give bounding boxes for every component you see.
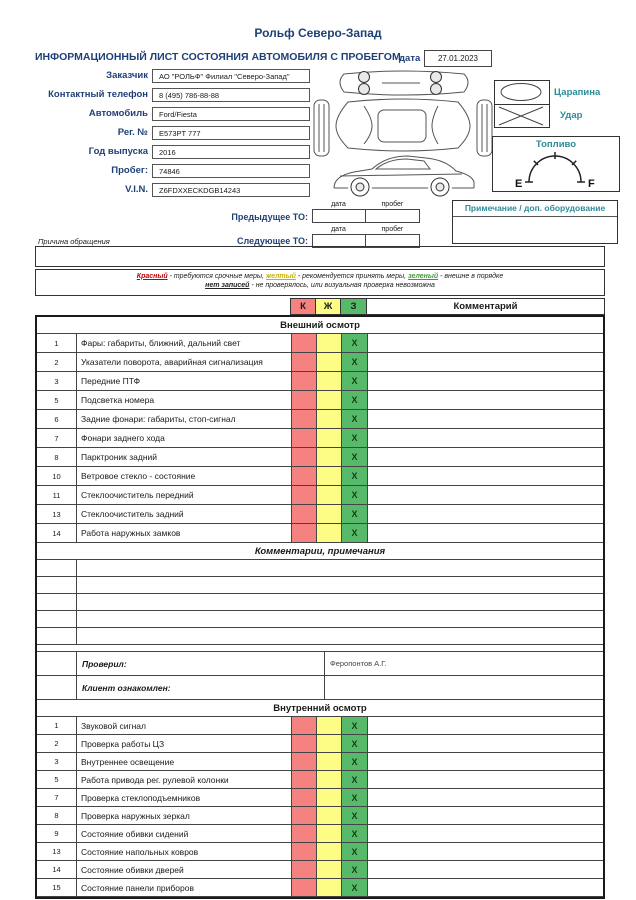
car-field[interactable]: Ford/Fiesta	[152, 107, 310, 121]
comment-cell[interactable]	[77, 628, 603, 644]
impact-mark-icon	[495, 104, 549, 127]
red-cell[interactable]	[292, 807, 317, 824]
row-number: 3	[37, 753, 77, 770]
green-cell[interactable]: X	[342, 391, 368, 409]
row-label: Парктроник задний	[77, 448, 292, 466]
yellow-cell[interactable]	[317, 825, 342, 842]
row-number: 7	[37, 789, 77, 806]
comment-cell[interactable]	[368, 334, 603, 352]
red-cell[interactable]	[292, 843, 317, 860]
row-number	[37, 652, 77, 675]
row-number: 7	[37, 429, 77, 447]
date-label: дата	[399, 53, 421, 64]
color-legend-line-2	[36, 282, 604, 289]
table-row	[37, 524, 603, 543]
yellow-cell[interactable]	[317, 524, 342, 542]
client-ack-row	[37, 676, 603, 700]
comment-cell[interactable]	[368, 879, 603, 896]
green-cell[interactable]: X	[342, 505, 368, 523]
car-views-icon	[312, 68, 494, 202]
red-cell[interactable]	[292, 410, 317, 428]
comment-cell[interactable]	[368, 753, 603, 770]
column-header-green: З	[340, 298, 367, 315]
row-number: 9	[37, 825, 77, 842]
row-label: Проверка наружных зеркал	[77, 807, 292, 824]
table-row	[37, 789, 603, 807]
comment-cell[interactable]	[368, 391, 603, 409]
yellow-cell[interactable]	[317, 467, 342, 485]
green-cell[interactable]: X	[342, 771, 368, 788]
inspector-label: Проверил:	[77, 652, 325, 675]
legend-red-term: Красный	[136, 272, 168, 280]
legend-green-term: зеленый	[408, 272, 439, 280]
comment-cell[interactable]	[368, 843, 603, 860]
table-row	[37, 753, 603, 771]
row-number: 14	[37, 861, 77, 878]
row-number: 1	[37, 334, 77, 352]
row-label: Работа привода рег. рулевой колонки	[77, 771, 292, 788]
row-number: 8	[37, 448, 77, 466]
row-number: 2	[37, 735, 77, 752]
row-number	[37, 560, 77, 576]
red-cell[interactable]	[292, 505, 317, 523]
yellow-cell[interactable]	[317, 717, 342, 734]
comment-cell[interactable]	[368, 717, 603, 734]
mileage-label: Пробег:	[111, 165, 148, 176]
row-number: 5	[37, 391, 77, 409]
customer-label: Заказчик	[106, 70, 148, 81]
comment-cell[interactable]	[77, 560, 603, 576]
vin-field[interactable]: Z6FDXXECKDGB14243	[152, 183, 310, 197]
legend-red-desc: - требуются срочные меры,	[167, 272, 266, 280]
comment-cell[interactable]	[368, 771, 603, 788]
table-row	[37, 771, 603, 789]
table-row	[37, 391, 603, 410]
yellow-cell[interactable]	[317, 505, 342, 523]
inspector-name[interactable]: Феропонтов А.Г.	[330, 659, 387, 668]
green-cell[interactable]: X	[342, 843, 368, 860]
table-row	[37, 448, 603, 467]
red-cell[interactable]	[292, 735, 317, 752]
comment-cell[interactable]	[368, 861, 603, 878]
impact-legend-label: Удар	[560, 110, 583, 121]
notes-value[interactable]	[453, 217, 617, 241]
spacer-row	[37, 645, 603, 652]
comment-cell[interactable]	[368, 353, 603, 371]
phone-field[interactable]: 8 (495) 786-88-88	[152, 88, 310, 102]
yellow-cell[interactable]	[317, 807, 342, 824]
legend-green-desc: - внешне в порядке	[438, 272, 504, 280]
date-field[interactable]: 27.01.2023	[424, 50, 492, 67]
table-row	[37, 353, 603, 372]
red-cell[interactable]	[292, 717, 317, 734]
row-label: Ветровое стекло - состояние	[77, 467, 292, 485]
red-cell[interactable]	[292, 789, 317, 806]
legend-none-term: нет записей	[205, 282, 250, 289]
column-header-red: К	[290, 298, 316, 315]
green-cell[interactable]: X	[342, 353, 368, 371]
row-label: Состояние обивки дверей	[77, 861, 292, 878]
table-row	[37, 825, 603, 843]
document-title: ИНФОРМАЦИОННЫЙ ЛИСТ СОСТОЯНИЯ АВТОМОБИЛЯ С ПРОБЕГОМ	[35, 51, 401, 63]
yellow-cell[interactable]	[317, 334, 342, 352]
notes-title: Примечание / доп. оборудование	[453, 201, 617, 217]
row-number: 14	[37, 524, 77, 542]
notes-box[interactable]	[452, 200, 618, 244]
row-number: 13	[37, 505, 77, 523]
table-row	[37, 334, 603, 353]
row-label: Фары: габариты, ближний, дальний свет	[77, 334, 292, 352]
car-damage-diagram[interactable]	[312, 68, 494, 202]
yellow-cell[interactable]	[317, 429, 342, 447]
row-number: 5	[37, 771, 77, 788]
comment-cell[interactable]	[368, 789, 603, 806]
comment-empty-row	[37, 628, 603, 645]
next-to-date-label: дата	[331, 226, 346, 233]
phone-label: Контактный телефон	[48, 89, 148, 100]
column-header-yellow: Ж	[315, 298, 341, 315]
car-label: Автомобиль	[88, 108, 148, 119]
table-row	[37, 372, 603, 391]
row-number: 1	[37, 717, 77, 734]
yellow-cell[interactable]	[317, 771, 342, 788]
prev-to-label: Предыдущее ТО:	[231, 212, 308, 222]
client-ack-value[interactable]	[325, 676, 603, 699]
row-label: Состояние напольных ковров	[77, 843, 292, 860]
yellow-cell[interactable]	[317, 843, 342, 860]
yellow-cell[interactable]	[317, 410, 342, 428]
section-header-comments: Комментарии, примечания	[37, 543, 603, 560]
red-cell[interactable]	[292, 334, 317, 352]
green-cell[interactable]: X	[342, 825, 368, 842]
legend-yellow-desc: - рекомендуется принять меры,	[295, 272, 409, 280]
comment-cell[interactable]	[77, 577, 603, 593]
comment-cell[interactable]	[368, 467, 603, 485]
row-number: 8	[37, 807, 77, 824]
company-name: Рольф Северо-Запад	[254, 26, 382, 40]
red-cell[interactable]	[292, 372, 317, 390]
comment-empty-row	[37, 594, 603, 611]
legend-yellow-term: желтый	[265, 272, 296, 280]
table-row	[37, 486, 603, 505]
comment-empty-row	[37, 560, 603, 577]
row-label: Фонари заднего хода	[77, 429, 292, 447]
fuel-gauge-icon	[493, 150, 617, 188]
row-label: Звуковой сигнал	[77, 717, 292, 734]
row-label: Состояние обивки сидений	[77, 825, 292, 842]
inspection-table	[35, 315, 605, 899]
row-label: Передние ПТФ	[77, 372, 292, 390]
yellow-cell[interactable]	[317, 879, 342, 896]
green-cell[interactable]: X	[342, 467, 368, 485]
regnum-label: Рег. №	[117, 127, 148, 138]
comment-cell[interactable]	[368, 486, 603, 504]
row-number: 2	[37, 353, 77, 371]
fuel-full-mark: F	[588, 178, 595, 188]
client-ack-label: Клиент ознакомлен:	[77, 676, 325, 699]
comment-cell[interactable]	[368, 429, 603, 447]
yellow-cell[interactable]	[317, 789, 342, 806]
yellow-cell[interactable]	[317, 448, 342, 466]
prev-to-mileage-label: пробег	[381, 201, 404, 208]
yellow-cell[interactable]	[317, 372, 342, 390]
green-cell[interactable]: X	[342, 789, 368, 806]
year-label: Год выпуска	[88, 146, 148, 157]
row-number	[37, 628, 77, 644]
reason-field[interactable]	[35, 246, 605, 267]
red-cell[interactable]	[292, 353, 317, 371]
green-cell[interactable]: X	[342, 524, 368, 542]
yellow-cell[interactable]	[317, 861, 342, 878]
row-number	[37, 577, 77, 593]
comment-cell[interactable]	[368, 825, 603, 842]
yellow-cell[interactable]	[317, 353, 342, 371]
next-to-label: Следующее ТО:	[237, 236, 308, 246]
fuel-gauge[interactable]	[492, 136, 620, 192]
row-label: Указатели поворота, аварийная сигнализация	[77, 353, 292, 371]
inspector-row	[37, 652, 603, 676]
regnum-field[interactable]: E573PT 777	[152, 126, 310, 140]
red-cell[interactable]	[292, 391, 317, 409]
red-cell[interactable]	[292, 771, 317, 788]
table-row	[37, 410, 603, 429]
green-cell[interactable]: X	[342, 807, 368, 824]
legend-none-desc: - не проверялось, или визуальная проверка невозможна	[249, 282, 435, 289]
table-row	[37, 505, 603, 524]
red-cell[interactable]	[292, 486, 317, 504]
red-cell[interactable]	[292, 879, 317, 896]
row-label: Внутреннее освещение	[77, 753, 292, 770]
row-label: Состояние панели приборов	[77, 879, 292, 896]
next-to-mileage-label: пробег	[381, 226, 404, 233]
prev-to-date-field[interactable]	[312, 209, 366, 223]
fuel-title: Топливо	[535, 139, 577, 150]
table-row	[37, 843, 603, 861]
section-header-external: Внешний осмотр	[37, 317, 603, 334]
red-cell[interactable]	[292, 825, 317, 842]
red-cell[interactable]	[292, 753, 317, 770]
damage-marks-legend	[494, 80, 550, 128]
comment-empty-row	[37, 611, 603, 628]
red-cell[interactable]	[292, 467, 317, 485]
green-cell[interactable]: X	[342, 448, 368, 466]
yellow-cell[interactable]	[317, 753, 342, 770]
table-row	[37, 429, 603, 448]
row-label: Проверка работы ЦЗ	[77, 735, 292, 752]
row-number: 3	[37, 372, 77, 390]
comment-cell[interactable]	[368, 448, 603, 466]
row-number: 11	[37, 486, 77, 504]
comment-cell[interactable]	[368, 372, 603, 390]
row-number	[37, 594, 77, 610]
red-cell[interactable]	[292, 429, 317, 447]
comment-cell[interactable]	[368, 410, 603, 428]
red-cell[interactable]	[292, 861, 317, 878]
green-cell[interactable]: X	[342, 410, 368, 428]
green-cell[interactable]: X	[342, 861, 368, 878]
green-cell[interactable]: X	[342, 753, 368, 770]
yellow-cell[interactable]	[317, 391, 342, 409]
fuel-empty-mark: E	[515, 178, 523, 188]
prev-to-mileage-field[interactable]	[365, 209, 420, 223]
column-header-comment: Комментарий	[366, 298, 605, 315]
green-cell[interactable]: X	[342, 334, 368, 352]
customer-field[interactable]: АО "РОЛЬФ" Филиал "Северо-Запад"	[152, 69, 310, 83]
row-number: 10	[37, 467, 77, 485]
comment-cell[interactable]	[368, 807, 603, 824]
comment-cell[interactable]	[77, 611, 603, 627]
row-number: 15	[37, 879, 77, 896]
row-number	[37, 611, 77, 627]
comment-cell[interactable]	[368, 505, 603, 523]
row-number: 13	[37, 843, 77, 860]
comment-cell[interactable]	[368, 735, 603, 752]
mileage-field[interactable]: 74846	[152, 164, 310, 178]
row-label: Подсветка номера	[77, 391, 292, 409]
green-cell[interactable]: X	[342, 372, 368, 390]
section-header-internal: Внутренний осмотр	[37, 700, 603, 717]
table-row	[37, 467, 603, 486]
row-number: 6	[37, 410, 77, 428]
color-legend-line-1	[36, 273, 604, 280]
row-label: Стеклоочиститель задний	[77, 505, 292, 523]
yellow-cell[interactable]	[317, 735, 342, 752]
color-legend	[35, 269, 605, 296]
table-row	[37, 735, 603, 753]
green-cell[interactable]: X	[342, 429, 368, 447]
green-cell[interactable]: X	[342, 486, 368, 504]
green-cell[interactable]: X	[342, 717, 368, 734]
table-row	[37, 717, 603, 735]
green-cell[interactable]: X	[342, 735, 368, 752]
row-label: Проверка стеклоподъемников	[77, 789, 292, 806]
green-cell[interactable]: X	[342, 879, 368, 896]
comment-cell[interactable]	[77, 594, 603, 610]
table-row	[37, 879, 603, 897]
comment-cell[interactable]	[368, 524, 603, 542]
year-field[interactable]: 2016	[152, 145, 310, 159]
row-label: Стеклоочиститель передний	[77, 486, 292, 504]
scratch-mark-icon	[495, 81, 549, 104]
scratch-legend-label: Царапина	[554, 87, 601, 98]
row-label: Работа наружных замков	[77, 524, 292, 542]
table-row	[37, 861, 603, 879]
reason-label: Причина обращения	[38, 237, 110, 246]
row-number	[37, 676, 77, 699]
comment-empty-row	[37, 577, 603, 594]
yellow-cell[interactable]	[317, 486, 342, 504]
red-cell[interactable]	[292, 524, 317, 542]
prev-to-date-label: дата	[331, 201, 346, 208]
row-label: Задние фонари: габариты, стоп-сигнал	[77, 410, 292, 428]
vin-label: V.I.N.	[125, 184, 148, 195]
red-cell[interactable]	[292, 448, 317, 466]
table-row	[37, 807, 603, 825]
